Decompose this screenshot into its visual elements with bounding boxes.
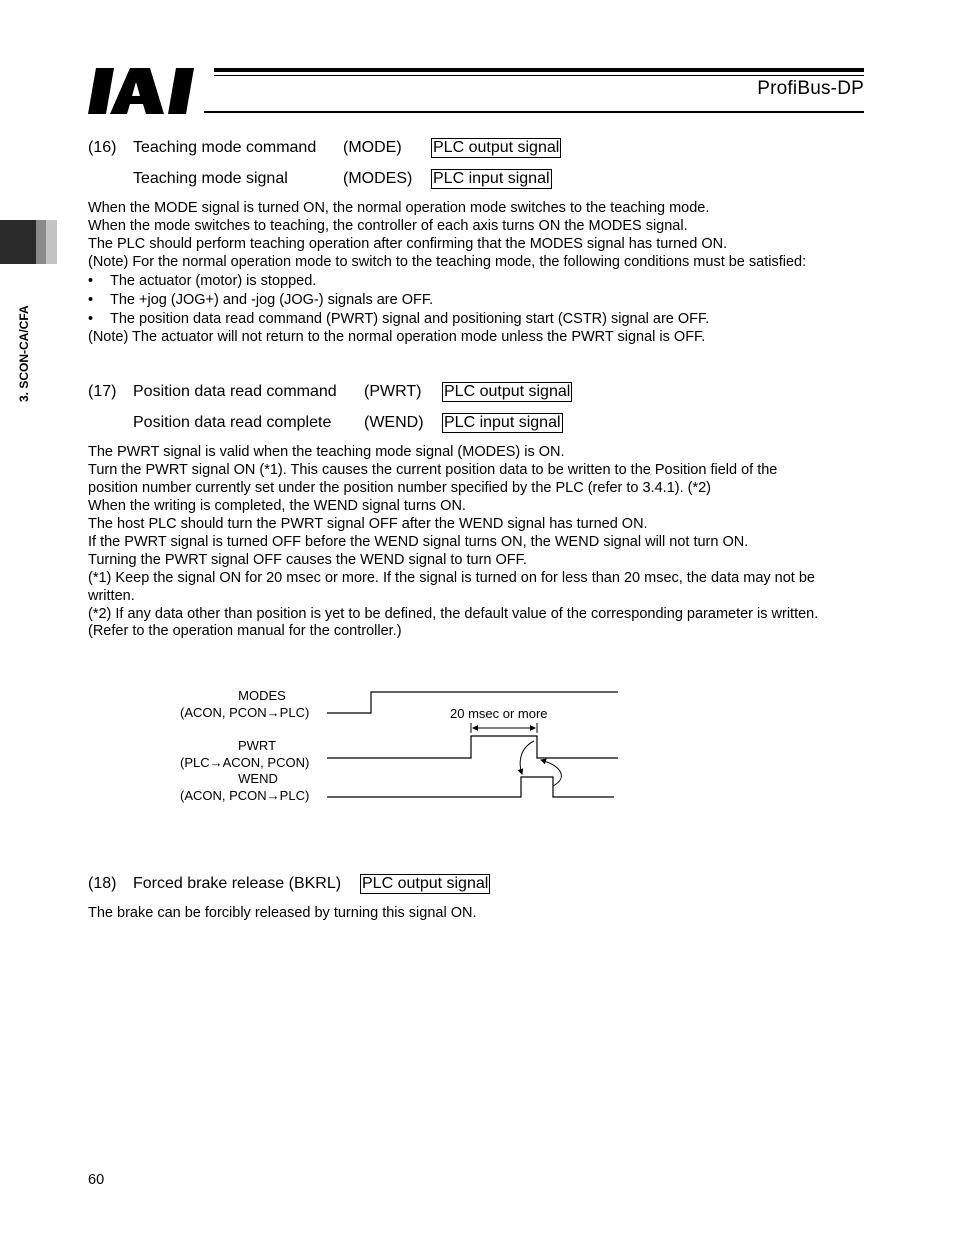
s17-row2-signal: PLC input signal	[444, 414, 561, 431]
timing-duration-label: 20 msec or more	[450, 706, 548, 721]
s18-number: (18)	[88, 875, 117, 892]
s17-footnote: written.	[88, 588, 135, 604]
s16-row1-name: Teaching mode command	[133, 139, 317, 156]
s17-line: If the PWRT signal is turned OFF before the WEND signal turns ON, the WEND signal will not turn ON.	[88, 534, 749, 550]
s16-row2-signal: PLC input signal	[433, 170, 550, 187]
s17-line: When the writing is completed, the WEND signal turns ON.	[88, 498, 466, 514]
s16-line: When the MODE signal is turned ON, the normal operation mode switches to the teaching mode.	[88, 200, 710, 216]
s18-signal: PLC output signal	[362, 875, 489, 892]
s16-line: The PLC should perform teaching operation after confirming that the MODES signal has turned ON.	[88, 236, 728, 252]
s17-line: The PWRT signal is valid when the teaching mode signal (MODES) is ON.	[88, 444, 565, 460]
s16-note2: (Note) The actuator will not return to the normal operation mode unless the PWRT signal is OFF.	[88, 329, 706, 345]
s17-line: Turn the PWRT signal ON (*1). This causes the current position data to be written to the Position field of the	[88, 462, 778, 478]
s16-note: (Note) For the normal operation mode to switch to the teaching mode, the following conditions must be satisfied:	[88, 254, 807, 270]
cause-arrow-wend-pwrt	[541, 760, 561, 786]
s17-row1-name: Position data read command	[133, 383, 337, 400]
timing-pwrt-label: PWRT	[237, 738, 277, 753]
s16-bullet: • The +jog (JOG+) and -jog (JOG-) signals are OFF.	[88, 292, 434, 308]
cause-arrow-pwrt-wend	[520, 741, 534, 774]
pwrt-waveform	[327, 736, 618, 758]
s16-bullet: • The position data read command (PWRT) signal and positioning start (CSTR) signal are OFF.	[88, 311, 710, 327]
s17-row2-name: Position data read complete	[133, 414, 332, 431]
s16-row1-signal: PLC output signal	[433, 139, 560, 156]
s17-line: Turning the PWRT signal OFF causes the WEND signal to turn OFF.	[88, 552, 527, 568]
s17-line: position number currently set under the position number specified by the PLC (refer to 3.4.1). (*2)	[88, 480, 712, 496]
s16-line: When the mode switches to teaching, the controller of each axis turns ON the MODES signal.	[88, 218, 688, 234]
s18-text: The brake can be forcibly released by turning this signal ON.	[88, 905, 477, 921]
s16-row1-code: (MODE)	[343, 139, 402, 156]
s16-row2-name: Teaching mode signal	[133, 170, 288, 187]
s16-row2-code: (MODES)	[343, 170, 413, 187]
timing-modes-sub: (ACON, PCON→PLC)	[180, 705, 310, 720]
modes-waveform	[327, 692, 618, 713]
s17-footnote: (Refer to the operation manual for the controller.)	[88, 623, 402, 639]
chapter-label: 3. SCON-CA/CFA	[17, 305, 31, 402]
header-product: ProfiBus-DP	[757, 78, 864, 99]
s17-row1-signal: PLC output signal	[444, 383, 571, 400]
timing-pwrt-sub: (PLC→ACON, PCON)	[180, 755, 310, 770]
s18-name: Forced brake release (BKRL)	[133, 875, 342, 892]
timing-wend-sub: (ACON, PCON→PLC)	[180, 788, 310, 803]
page-number: 60	[88, 1172, 105, 1188]
s17-row2-code: (WEND)	[364, 414, 424, 431]
s17-footnote: (*2) If any data other than position is yet to be defined, the default value of the corresponding parameter is written.	[88, 606, 819, 622]
timing-wend-label: WEND	[238, 771, 278, 786]
s17-number: (17)	[88, 383, 117, 400]
wend-waveform	[327, 777, 614, 797]
s17-footnote: (*1) Keep the signal ON for 20 msec or more. If the signal is turned on for less than 20 msec, the data may not be	[88, 570, 815, 586]
s16-bullet: • The actuator (motor) is stopped.	[88, 273, 317, 289]
timing-modes-label: MODES	[238, 688, 286, 703]
s17-line: The host PLC should turn the PWRT signal OFF after the WEND signal has turned ON.	[88, 516, 648, 532]
s16-number: (16)	[88, 139, 117, 156]
s17-row1-code: (PWRT)	[364, 383, 422, 400]
